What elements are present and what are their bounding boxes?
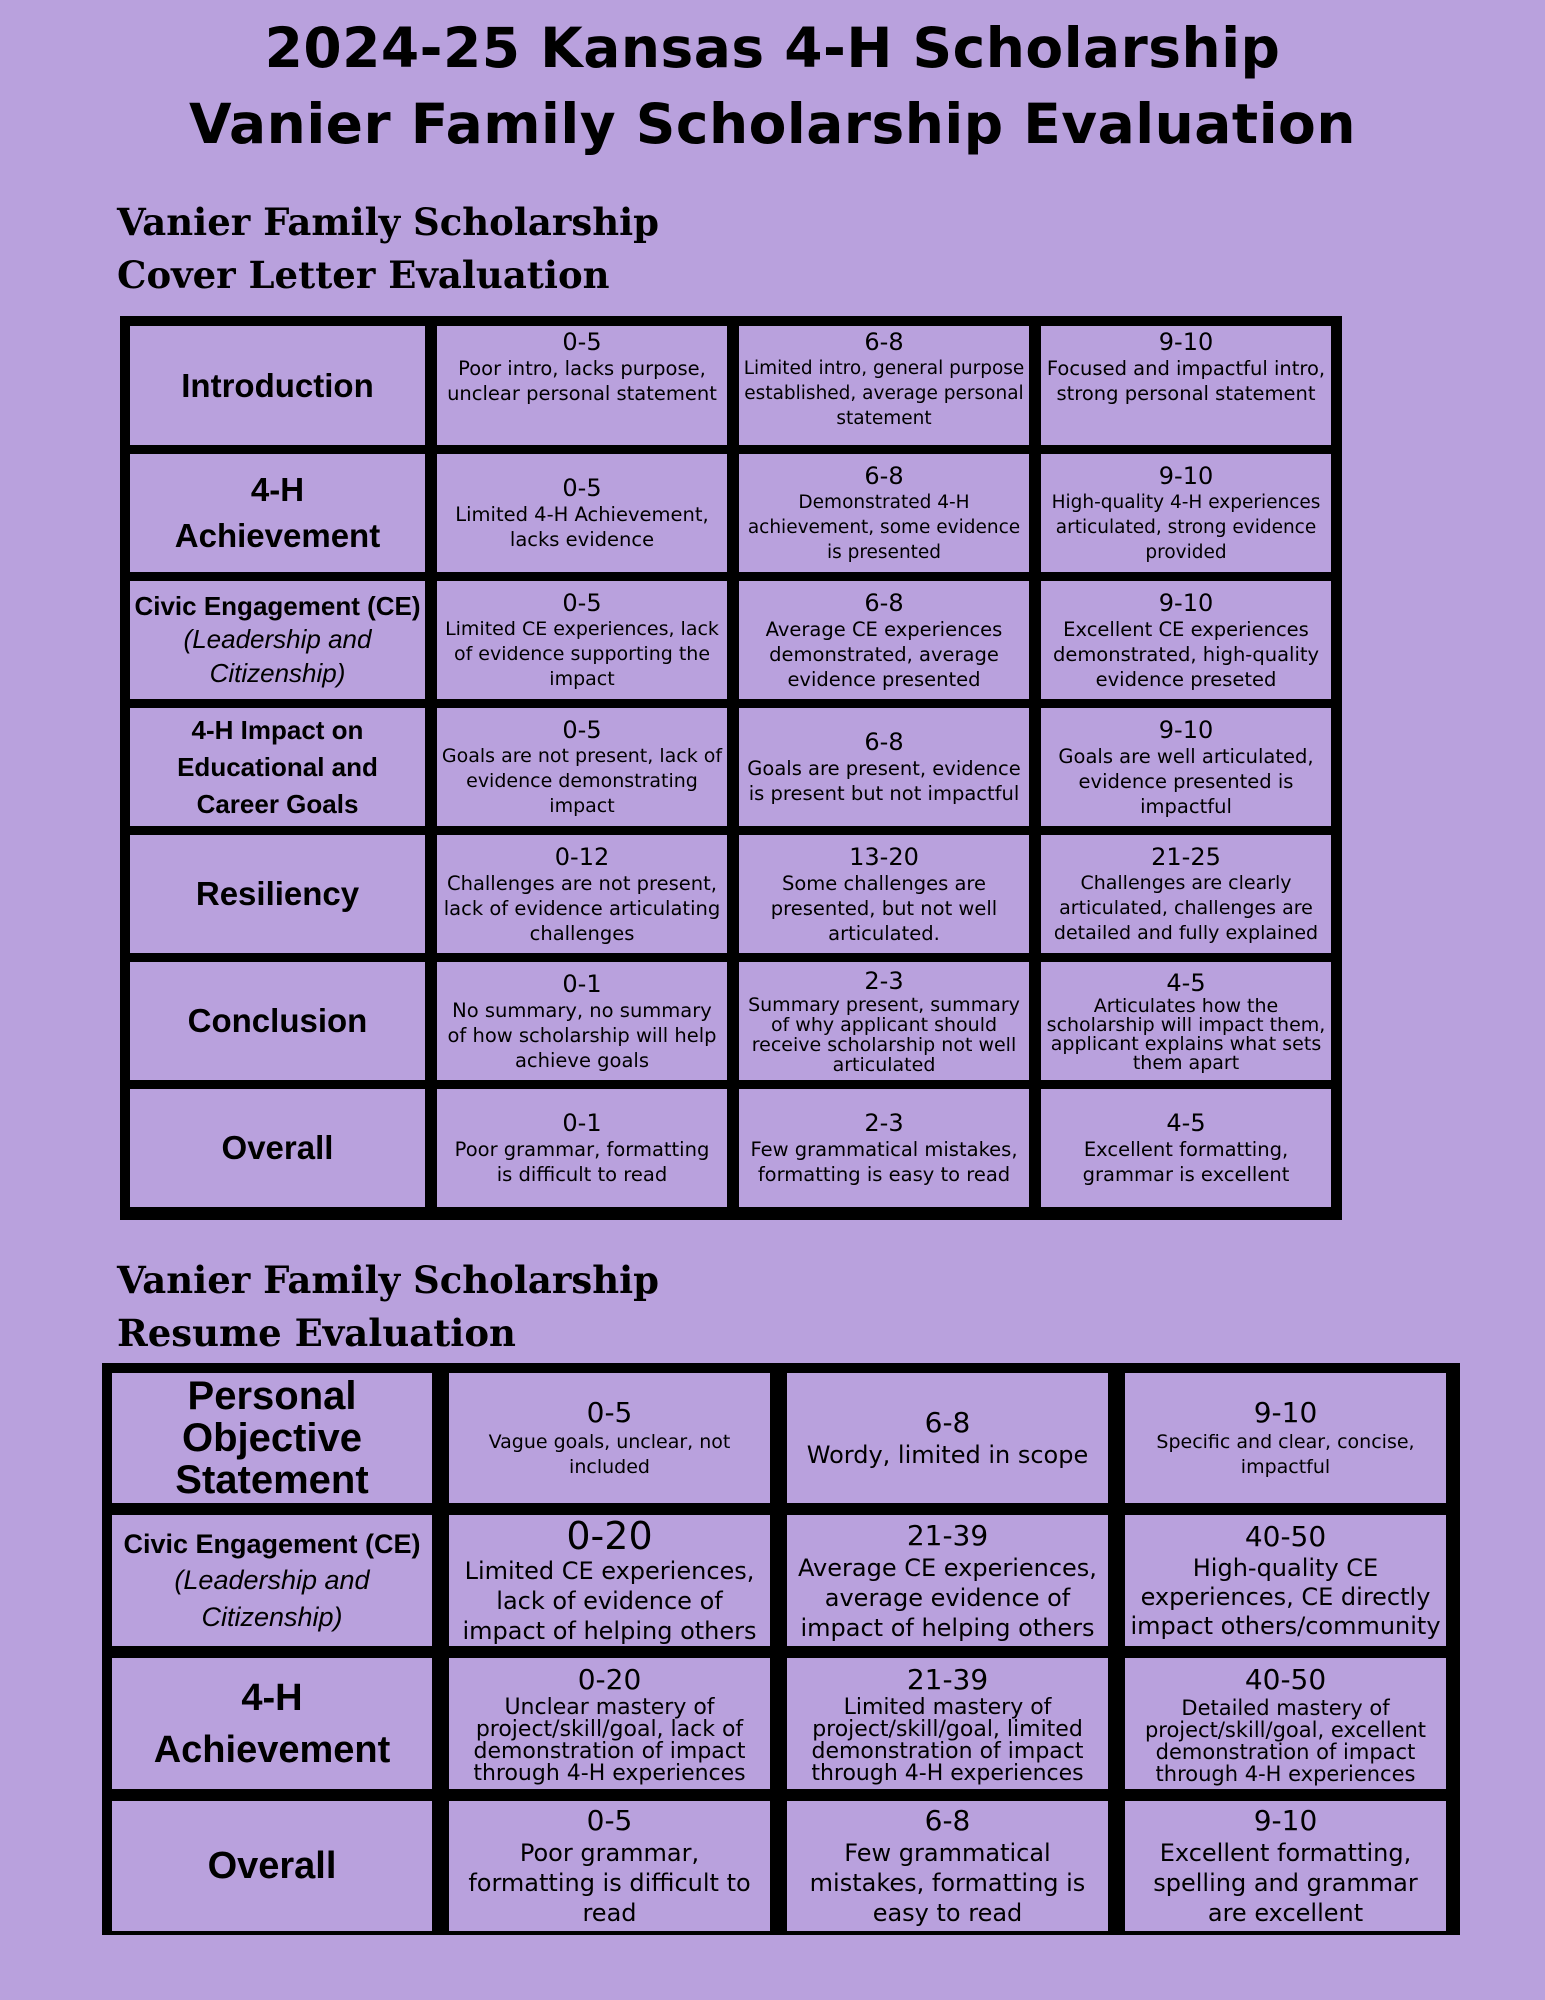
score-cell xyxy=(1041,835,1331,953)
score-cell xyxy=(437,835,727,953)
score-cell xyxy=(1125,1373,1446,1503)
score-range: 9-10 xyxy=(1253,1804,1318,1837)
score-description: Articulates how the scholarship will impact them, applicant explains what sets them apart xyxy=(1046,995,1326,1074)
score-cell xyxy=(1041,962,1331,1080)
score-cell xyxy=(1041,326,1331,445)
score-description: No summary, no summary of how scholarship will help achieve goals xyxy=(447,998,717,1072)
score-description: Focused and impactful intro, strong personal statement xyxy=(1046,357,1326,405)
score-range: 0-1 xyxy=(562,1109,602,1137)
criterion-cell xyxy=(130,962,425,1080)
criterion-label: 4-H Achievement xyxy=(153,1676,391,1771)
criterion-cell xyxy=(130,581,425,699)
score-range: 21-39 xyxy=(906,1518,989,1552)
score-cell xyxy=(739,454,1029,572)
score-cell xyxy=(1125,1801,1446,1931)
score-description: Detailed mastery of project/skill/goal, excellent demonstration of impact through 4-H experiences xyxy=(1144,1695,1427,1786)
score-description: Poor intro, lacks purpose, unclear personal statement xyxy=(447,357,717,405)
criterion-cell xyxy=(112,1658,432,1789)
score-cell xyxy=(449,1658,770,1789)
criterion-label: Overall xyxy=(221,1129,334,1166)
criterion-cell xyxy=(112,1373,432,1503)
score-cell xyxy=(739,962,1029,1080)
criterion-cell xyxy=(130,835,425,953)
score-description: Goals are present, evidence is present but not impactful xyxy=(747,757,1021,805)
score-description: Some challenges are presented, but not well articulated. xyxy=(770,871,998,945)
score-cell xyxy=(787,1515,1108,1646)
score-description: Limited 4-H Achievement, lacks evidence xyxy=(455,503,709,551)
score-range: 0-5 xyxy=(586,1396,633,1429)
score-range: 4-5 xyxy=(1166,969,1206,997)
criterion-cell xyxy=(130,1089,425,1207)
score-range: 21-39 xyxy=(906,1662,989,1696)
page-title-line1: 2024-25 Kansas 4-H Scholarship xyxy=(264,16,1281,80)
criterion-label: Civic Engagement (CE) xyxy=(134,590,421,621)
criterion-cell xyxy=(130,326,425,445)
score-range: 6-8 xyxy=(924,1804,971,1837)
criterion-label: Personal Objective Statement xyxy=(175,1374,369,1502)
score-cell xyxy=(739,581,1029,699)
score-range: 21-25 xyxy=(1151,842,1221,871)
resume-rubric-table xyxy=(102,1363,1460,1935)
score-cell xyxy=(739,1089,1029,1207)
criterion-cell xyxy=(130,708,425,826)
criterion-label: 4-H Impact on Educational and Career Goals xyxy=(177,714,378,819)
score-range: 9-10 xyxy=(1253,1396,1318,1429)
score-range: 0-5 xyxy=(562,588,602,617)
score-description: Vague goals, unclear, not included xyxy=(488,1431,731,1478)
score-cell xyxy=(437,962,727,1080)
score-cell xyxy=(437,708,727,826)
resume-title-line1: Vanier Family Scholarship xyxy=(117,1258,660,1302)
score-description: High-quality 4-H experiences articulated, strong evidence provided xyxy=(1051,491,1321,563)
criterion-sublabel: (Leadership and Citizenship) xyxy=(174,1564,370,1632)
score-description: Unclear mastery of project/skill/goal, lack of demonstration of impact through 4-H experiences xyxy=(473,1694,746,1786)
score-range: 40-50 xyxy=(1244,1520,1327,1553)
score-description: Wordy, limited in scope xyxy=(806,1441,1089,1469)
criterion-label: Overall xyxy=(207,1845,337,1887)
score-range: 6-8 xyxy=(864,728,904,756)
score-description: High-quality CE experiences, CE directly impact others/community xyxy=(1130,1554,1441,1640)
score-cell xyxy=(437,454,727,572)
score-range: 6-8 xyxy=(864,588,904,617)
score-range: 6-8 xyxy=(924,1406,971,1439)
criterion-label: Conclusion xyxy=(187,1002,368,1039)
criterion-label: 4-H Achievement xyxy=(174,471,381,554)
score-description: Specific and clear, concise, impactful xyxy=(1156,1431,1415,1478)
score-description: Poor grammar, formatting is difficult to read xyxy=(454,1138,710,1186)
score-range: 4-5 xyxy=(1166,1109,1206,1137)
score-description: Average CE experiences, average evidence of impact of helping others xyxy=(798,1553,1097,1642)
score-cell xyxy=(449,1801,770,1931)
score-cell xyxy=(739,326,1029,445)
cover-letter-title-line2: Cover Letter Evaluation xyxy=(117,253,610,297)
score-description: Challenges are not present, lack of evidence articulating challenges xyxy=(443,871,721,945)
score-cell xyxy=(739,708,1029,826)
score-range: 6-8 xyxy=(864,461,904,490)
score-description: Excellent CE experiences demonstrated, high-quality evidence preseted xyxy=(1052,617,1320,691)
score-cell xyxy=(1125,1658,1446,1789)
score-cell xyxy=(739,835,1029,953)
score-description: Limited CE experiences, lack of evidence supporting the impact xyxy=(445,617,719,690)
score-range: 0-5 xyxy=(586,1804,633,1837)
criterion-label: Civic Engagement (CE) xyxy=(123,1528,421,1559)
score-description: Goals are well articulated, evidence presented is impactful xyxy=(1058,744,1314,818)
score-description: Average CE experiences demonstrated, average evidence presented xyxy=(765,617,1003,691)
score-range: 0-5 xyxy=(562,715,602,744)
score-range: 40-50 xyxy=(1244,1662,1327,1696)
score-range: 2-3 xyxy=(864,967,904,995)
criterion-label: Resiliency xyxy=(195,875,360,912)
criterion-cell xyxy=(130,454,425,572)
score-description: Few grammatical mistakes, formatting is easy to read xyxy=(809,1839,1086,1927)
score-cell xyxy=(437,1089,727,1207)
score-cell xyxy=(787,1801,1108,1931)
score-cell xyxy=(449,1373,770,1503)
criterion-sublabel: (Leadership and Citizenship) xyxy=(183,623,372,688)
score-cell xyxy=(787,1658,1108,1789)
criterion-cell xyxy=(112,1801,432,1931)
score-cell xyxy=(787,1373,1108,1503)
page-title xyxy=(0,10,1545,162)
score-description: Few grammatical mistakes, formatting is easy to read xyxy=(750,1138,1018,1186)
score-range: 2-3 xyxy=(864,1109,904,1137)
score-description: Excellent formatting, spelling and grammar are excellent xyxy=(1153,1839,1418,1927)
score-range: 0-20 xyxy=(566,1515,653,1558)
score-cell xyxy=(449,1515,770,1646)
criterion-cell xyxy=(112,1515,432,1646)
score-range: 0-20 xyxy=(577,1662,642,1696)
score-cell xyxy=(1125,1515,1446,1646)
score-range: 0-5 xyxy=(562,328,602,356)
resume-section-title xyxy=(117,1254,659,1360)
score-description: Excellent formatting, grammar is excellent xyxy=(1082,1138,1290,1186)
score-range: 6-8 xyxy=(864,328,904,356)
score-cell xyxy=(1041,581,1331,699)
score-cell xyxy=(1041,708,1331,826)
page-title-line2: Vanier Family Scholarship Evaluation xyxy=(189,92,1356,156)
score-range: 0-12 xyxy=(554,842,610,871)
score-cell xyxy=(437,581,727,699)
score-description: Challenges are clearly articulated, challenges are detailed and fully explained xyxy=(1053,871,1319,944)
score-range: 13-20 xyxy=(849,842,919,871)
score-description: Demonstrated 4-H achievement, some evidence is presented xyxy=(747,491,1021,563)
score-cell xyxy=(1041,454,1331,572)
score-description: Poor grammar, formatting is difficult to read xyxy=(468,1839,751,1927)
score-range: 0-1 xyxy=(562,969,602,998)
score-description: Limited CE experiences, lack of evidence of impact of helping others xyxy=(462,1556,757,1645)
score-description: Limited mastery of project/skill/goal, limited demonstration of impact through 4-H experiences xyxy=(811,1694,1084,1786)
score-range: 9-10 xyxy=(1158,328,1214,356)
score-description: Summary present, summary of why applicant should receive scholarship not well articulated xyxy=(748,994,1020,1076)
score-range: 9-10 xyxy=(1158,461,1214,490)
score-range: 0-5 xyxy=(562,474,602,502)
score-description: Limited intro, general purpose established, average personal statement xyxy=(743,358,1025,429)
criterion-label: Introduction xyxy=(181,366,374,404)
resume-title-line2: Resume Evaluation xyxy=(117,1311,516,1355)
score-description: Goals are not present, lack of evidence demonstrating impact xyxy=(441,744,723,817)
score-range: 9-10 xyxy=(1158,588,1214,617)
score-range: 9-10 xyxy=(1158,715,1214,744)
score-cell xyxy=(1041,1089,1331,1207)
cover-letter-section-title xyxy=(117,196,659,302)
score-cell xyxy=(437,326,727,445)
cover-letter-title-line1: Vanier Family Scholarship xyxy=(117,200,660,244)
cover-letter-rubric-table xyxy=(120,316,1342,1220)
